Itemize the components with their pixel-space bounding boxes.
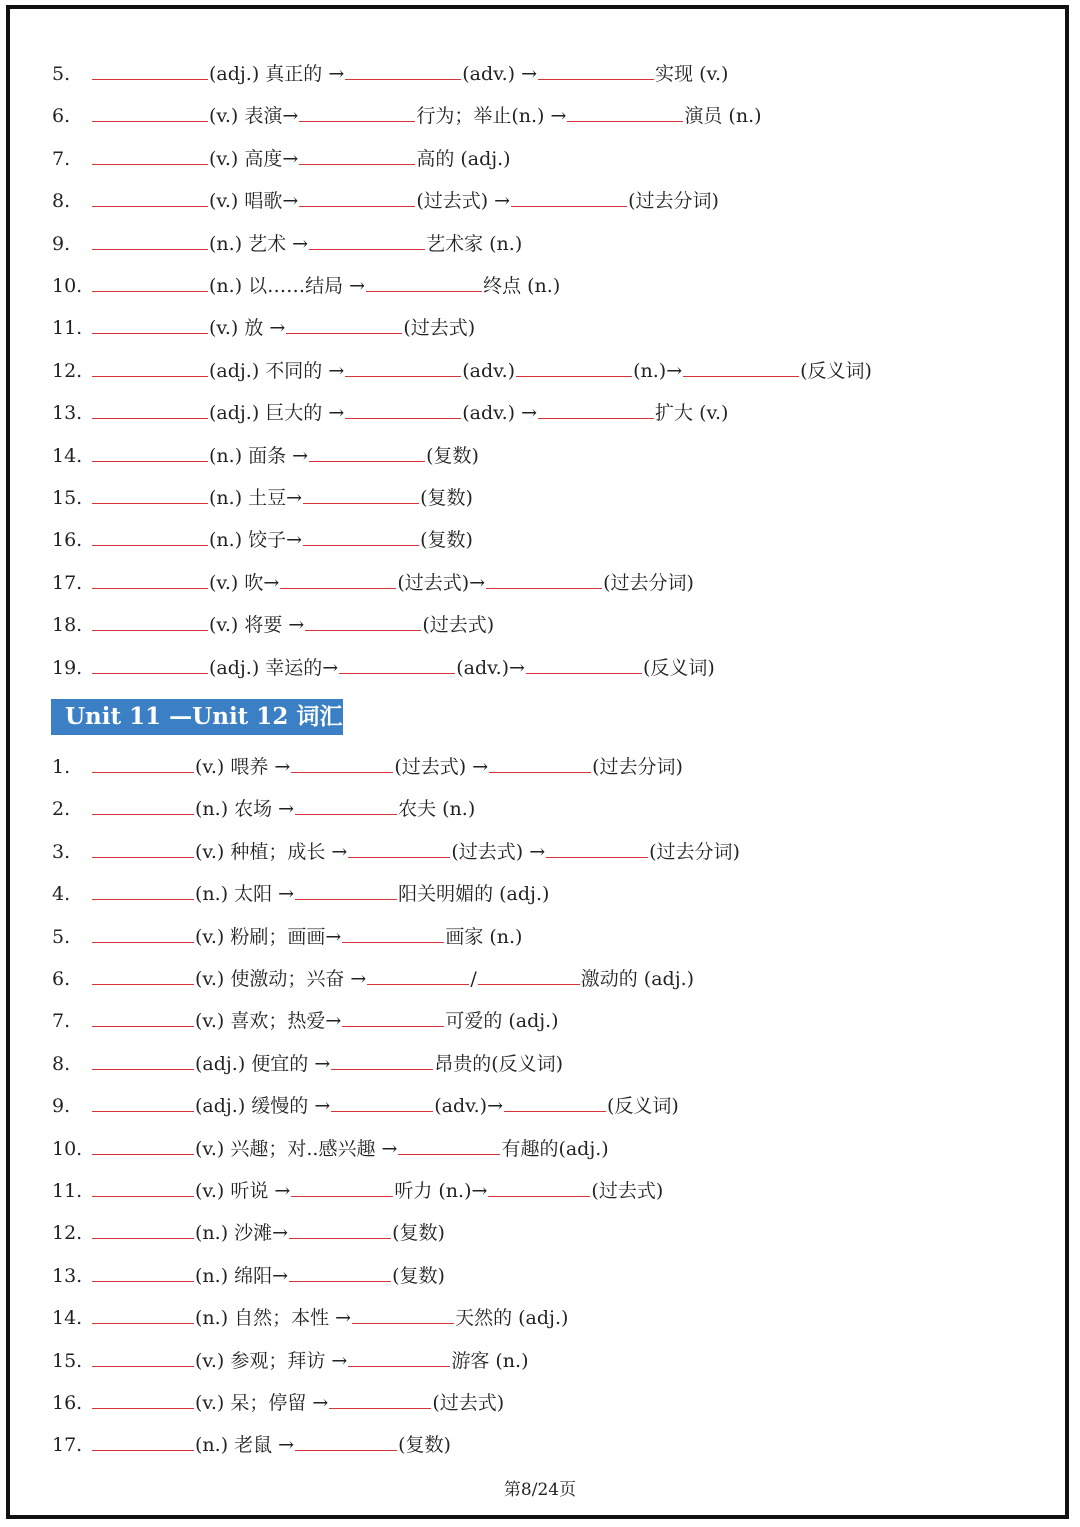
vocab-hint-text: (v.) 粉刷；画画→ xyxy=(195,925,342,948)
vocab-hint-text: (adv.)→ xyxy=(456,656,525,679)
vocab-hint-text: (v.) 唱歌→ xyxy=(209,190,299,213)
answer-blank[interactable] xyxy=(280,570,396,589)
item-number: 15. xyxy=(52,1349,83,1372)
answer-blank[interactable] xyxy=(92,1348,194,1367)
answer-blank[interactable] xyxy=(295,1432,397,1451)
vocab-hint-text: (过去式) xyxy=(422,614,495,637)
vocab-hint-text: (过去式) → xyxy=(451,840,546,863)
vocab-hint-text: (n.) 面条 → xyxy=(209,444,309,467)
row-content xyxy=(91,1175,663,1207)
row-content xyxy=(91,751,683,783)
vocab-hint-text: 阳关明媚的 (adj.) xyxy=(398,883,550,906)
item-number: 10. xyxy=(52,275,83,297)
answer-blank[interactable] xyxy=(303,527,419,546)
vocab-hint-text: (反义词) xyxy=(642,656,715,679)
vocab-hint-text: 演员 (n.) xyxy=(684,105,762,128)
vocab-hint-text: (过去式)→ xyxy=(397,571,486,594)
answer-blank[interactable] xyxy=(329,1390,431,1409)
answer-blank[interactable] xyxy=(92,1263,194,1282)
answer-blank[interactable] xyxy=(486,570,602,589)
item-number: 6. xyxy=(52,968,71,990)
row-content xyxy=(91,143,511,175)
vocab-hint-text: (n.) 艺术 → xyxy=(209,232,309,255)
answer-blank[interactable] xyxy=(92,1093,194,1112)
row-content xyxy=(91,567,694,599)
vocab-hint-text: (n.) 饺子→ xyxy=(209,529,303,552)
vocab-hint-text: (v.) 兴趣；对..感兴趣 → xyxy=(195,1137,398,1160)
vocab-hint-text: (过去式) xyxy=(432,1392,505,1414)
vocab-hint-text: (adv.)→ xyxy=(434,1095,504,1118)
answer-blank[interactable] xyxy=(291,1178,393,1197)
vocab-hint-text: (adj.) 不同的 → xyxy=(209,359,345,382)
answer-blank[interactable] xyxy=(92,924,194,943)
vocab-hint-text: (复数) xyxy=(420,529,473,552)
vocab-hint-text: (v.) 喜欢；热爱→ xyxy=(195,1010,342,1033)
item-number: 16. xyxy=(52,529,83,552)
item-number: 16. xyxy=(52,1392,83,1414)
item-number: 19. xyxy=(52,656,83,679)
answer-blank[interactable] xyxy=(345,358,461,377)
item-number: 1. xyxy=(52,756,71,778)
row-content xyxy=(91,793,475,825)
vocab-hint-text: (v.) 吹→ xyxy=(209,571,280,594)
row-content xyxy=(91,1005,559,1037)
item-number: 7. xyxy=(52,147,71,170)
vocab-hint-text: 画家 (n.) xyxy=(445,925,523,948)
row-content xyxy=(91,1260,445,1292)
answer-blank[interactable] xyxy=(92,612,208,631)
vocab-hint-text: (v.) 种植；成长 → xyxy=(195,840,348,863)
vocab-hint-text: (adj.) 便宜的 → xyxy=(195,1052,331,1075)
item-number: 5. xyxy=(52,925,71,948)
vocab-hint-text: (adj.) 缓慢的 → xyxy=(195,1095,331,1118)
item-number: 14. xyxy=(52,444,83,467)
vocab-hint-text: (复数) xyxy=(420,487,473,509)
vocab-hint-text: 实现 (v.) xyxy=(655,63,729,85)
answer-blank[interactable] xyxy=(92,1136,194,1155)
row-content xyxy=(91,228,522,260)
vocab-hint-text: (复数) xyxy=(398,1434,451,1457)
vocab-hint-text: (反义词) xyxy=(800,359,872,382)
vocab-hint-text: (v.) 参观；拜访 → xyxy=(195,1349,348,1372)
row-content xyxy=(91,270,560,302)
vocab-hint-text: (adv.) → xyxy=(462,63,538,85)
item-number: 9. xyxy=(52,232,71,255)
row-content xyxy=(91,58,728,90)
answer-blank[interactable] xyxy=(92,146,208,165)
answer-blank[interactable] xyxy=(92,754,194,773)
vocab-hint-text: / xyxy=(470,968,477,990)
answer-blank[interactable] xyxy=(289,1220,391,1239)
vocab-hint-text: (过去式) → xyxy=(394,756,489,778)
answer-blank[interactable] xyxy=(331,1051,433,1070)
answer-blank[interactable] xyxy=(526,655,642,674)
answer-blank[interactable] xyxy=(92,1220,194,1239)
answer-blank[interactable] xyxy=(295,796,397,815)
item-number: 7. xyxy=(52,1010,71,1033)
vocab-hint-text: 行为；举止(n.) → xyxy=(416,105,567,128)
row-content xyxy=(91,1133,609,1165)
answer-blank[interactable] xyxy=(92,273,208,292)
item-number: 14. xyxy=(52,1307,83,1330)
answer-blank[interactable] xyxy=(92,1051,194,1070)
row-content xyxy=(91,1302,568,1334)
vocab-hint-text: 农夫 (n.) xyxy=(398,798,476,821)
answer-blank[interactable] xyxy=(92,1390,194,1409)
vocab-hint-text: 终点 (n.) xyxy=(483,275,561,297)
vocab-hint-text: (复数) xyxy=(392,1222,445,1245)
vocab-hint-text: 扩大 (v.) xyxy=(655,402,729,425)
answer-blank[interactable] xyxy=(538,61,654,80)
answer-blank[interactable] xyxy=(345,61,461,80)
item-number: 2. xyxy=(52,798,71,821)
answer-blank[interactable] xyxy=(348,1348,450,1367)
item-number: 5. xyxy=(52,63,71,85)
answer-blank[interactable] xyxy=(92,1008,194,1027)
answer-blank[interactable] xyxy=(303,485,419,504)
answer-blank[interactable] xyxy=(398,1136,500,1155)
answer-blank[interactable] xyxy=(92,103,208,122)
vocab-hint-text: (n.) 以……结局 → xyxy=(209,275,366,297)
answer-blank[interactable] xyxy=(92,400,208,419)
vocab-hint-text: (n.) 老鼠 → xyxy=(195,1434,295,1457)
answer-blank[interactable] xyxy=(295,881,397,900)
answer-blank[interactable] xyxy=(488,1178,590,1197)
item-number: 15. xyxy=(52,487,83,509)
answer-blank[interactable] xyxy=(331,1093,433,1112)
answer-blank[interactable] xyxy=(489,754,591,773)
row-content xyxy=(91,609,494,641)
vocab-hint-text: (n.) 农场 → xyxy=(195,798,295,821)
item-number: 11. xyxy=(52,317,83,340)
row-content xyxy=(91,921,522,953)
answer-blank[interactable] xyxy=(92,61,208,80)
answer-blank[interactable] xyxy=(339,655,455,674)
vocab-hint-text: (adv.) → xyxy=(462,402,538,425)
vocab-hint-text: (过去分词) xyxy=(628,190,719,213)
row-content xyxy=(91,652,715,684)
vocab-hint-text: (复数) xyxy=(392,1264,445,1287)
answer-blank[interactable] xyxy=(345,400,461,419)
row-content xyxy=(91,1048,563,1080)
answer-blank[interactable] xyxy=(92,358,208,377)
answer-blank[interactable] xyxy=(538,400,654,419)
vocab-hint-text: 艺术家 (n.) xyxy=(426,232,523,255)
vocab-hint-text: (adj.) 幸运的→ xyxy=(209,656,339,679)
page-number: 第8/24页 xyxy=(503,1480,577,1500)
vocab-hint-text: 游客 (n.) xyxy=(451,1349,529,1372)
vocab-hint-text: (n.) 绵阳→ xyxy=(195,1264,289,1287)
section-heading: Unit 11 —Unit 12 词汇 xyxy=(51,699,343,735)
vocab-hint-text: 听力 (n.)→ xyxy=(394,1180,488,1202)
answer-blank[interactable] xyxy=(92,881,194,900)
answer-blank[interactable] xyxy=(286,315,402,334)
vocab-hint-text: (v.) 表演→ xyxy=(209,105,299,128)
answer-blank[interactable] xyxy=(342,1008,444,1027)
answer-blank[interactable] xyxy=(366,273,482,292)
vocab-hint-text: 激动的 (adj.) xyxy=(580,968,695,990)
answer-blank[interactable] xyxy=(299,146,415,165)
answer-blank[interactable] xyxy=(348,839,450,858)
item-number: 8. xyxy=(52,1052,71,1075)
vocab-hint-text: (v.) 喂养 → xyxy=(195,756,291,778)
vocab-hint-text: (adj.) 巨大的 → xyxy=(209,402,345,425)
answer-blank[interactable] xyxy=(352,1305,454,1324)
answer-blank[interactable] xyxy=(92,485,208,504)
vocab-hint-text: (过去分词) xyxy=(603,571,694,594)
item-number: 17. xyxy=(52,1434,83,1457)
item-number: 18. xyxy=(52,614,83,637)
item-number: 13. xyxy=(52,1264,83,1287)
answer-blank[interactable] xyxy=(92,443,208,462)
answer-blank[interactable] xyxy=(92,839,194,858)
answer-blank[interactable] xyxy=(305,612,421,631)
vocab-hint-text: (n.) 沙滩→ xyxy=(195,1222,289,1245)
row-content xyxy=(91,397,728,429)
item-number: 9. xyxy=(52,1095,71,1118)
vocab-hint-text: (n.) 太阳 → xyxy=(195,883,295,906)
answer-blank[interactable] xyxy=(92,1432,194,1451)
answer-blank[interactable] xyxy=(92,527,208,546)
answer-blank[interactable] xyxy=(92,231,208,250)
vocab-hint-text: (v.) 高度→ xyxy=(209,147,299,170)
vocab-hint-text: (过去式) xyxy=(591,1180,664,1202)
answer-blank[interactable] xyxy=(342,924,444,943)
answer-blank[interactable] xyxy=(511,188,627,207)
answer-blank[interactable] xyxy=(567,103,683,122)
item-number: 10. xyxy=(52,1137,83,1160)
row-content xyxy=(91,1345,529,1377)
vocab-hint-text: (过去式) xyxy=(403,317,476,340)
row-content xyxy=(91,1387,504,1419)
vocab-hint-text: 天然的 (adj.) xyxy=(455,1307,569,1330)
vocab-hint-text: (n.) 土豆→ xyxy=(209,487,303,509)
row-content xyxy=(91,185,719,217)
answer-blank[interactable] xyxy=(309,231,425,250)
answer-blank[interactable] xyxy=(291,754,393,773)
row-content xyxy=(91,440,479,472)
row-content xyxy=(91,963,694,995)
answer-blank[interactable] xyxy=(367,966,469,985)
answer-blank[interactable] xyxy=(289,1263,391,1282)
row-content xyxy=(91,482,473,514)
answer-blank[interactable] xyxy=(299,103,415,122)
answer-blank[interactable] xyxy=(504,1093,606,1112)
vocab-hint-text: (复数) xyxy=(426,444,479,467)
row-content xyxy=(91,524,473,556)
vocab-hint-text: (n.)→ xyxy=(633,359,683,382)
vocab-hint-text: 可爱的 (adj.) xyxy=(445,1010,559,1033)
vocab-hint-text: 有趣的(adj.) xyxy=(501,1137,609,1160)
row-content xyxy=(91,1429,451,1461)
vocab-hint-text: (反义词) xyxy=(607,1095,679,1118)
answer-blank[interactable] xyxy=(92,966,194,985)
vocab-hint-text: (v.) 放 → xyxy=(209,317,286,340)
answer-blank[interactable] xyxy=(92,1305,194,1324)
answer-blank[interactable] xyxy=(92,315,208,334)
vocab-hint-text: (n.) 自然；本性 → xyxy=(195,1307,352,1330)
answer-blank[interactable] xyxy=(299,188,415,207)
item-number: 4. xyxy=(52,883,71,906)
item-number: 17. xyxy=(52,571,83,594)
vocab-hint-text: (v.) 呆；停留 → xyxy=(195,1392,329,1414)
answer-blank[interactable] xyxy=(683,358,799,377)
vocab-hint-text: (adv.) xyxy=(462,359,516,382)
vocab-hint-text: (过去分词) xyxy=(649,840,740,863)
row-content xyxy=(91,355,872,387)
item-number: 12. xyxy=(52,359,83,382)
item-number: 12. xyxy=(52,1222,83,1245)
vocab-hint-text: (过去分词) xyxy=(592,756,683,778)
item-number: 11. xyxy=(52,1180,83,1202)
vocab-hint-text: 昂贵的(反义词) xyxy=(434,1052,564,1075)
row-content xyxy=(91,836,740,868)
row-content xyxy=(91,1217,445,1249)
vocab-hint-text: (adj.) 真正的 → xyxy=(209,63,345,85)
vocab-hint-text: (v.) 听说 → xyxy=(195,1180,291,1202)
answer-blank[interactable] xyxy=(92,796,194,815)
item-number: 3. xyxy=(52,840,71,863)
row-content xyxy=(91,878,549,910)
answer-blank[interactable] xyxy=(92,570,208,589)
item-number: 6. xyxy=(52,105,71,128)
vocab-hint-text: (v.) 使激动；兴奋 → xyxy=(195,968,367,990)
answer-blank[interactable] xyxy=(309,443,425,462)
answer-blank[interactable] xyxy=(92,1178,194,1197)
item-number: 8. xyxy=(52,190,71,213)
row-content xyxy=(91,1090,679,1122)
row-content xyxy=(91,312,475,344)
answer-blank[interactable] xyxy=(516,358,632,377)
answer-blank[interactable] xyxy=(92,188,208,207)
answer-blank[interactable] xyxy=(546,839,648,858)
item-number: 13. xyxy=(52,402,83,425)
vocab-hint-text: 高的 (adj.) xyxy=(416,147,511,170)
answer-blank[interactable] xyxy=(92,655,208,674)
vocab-hint-text: (v.) 将要 → xyxy=(209,614,305,637)
answer-blank[interactable] xyxy=(478,966,580,985)
row-content xyxy=(91,100,762,132)
vocab-hint-text: (过去式) → xyxy=(416,190,511,213)
